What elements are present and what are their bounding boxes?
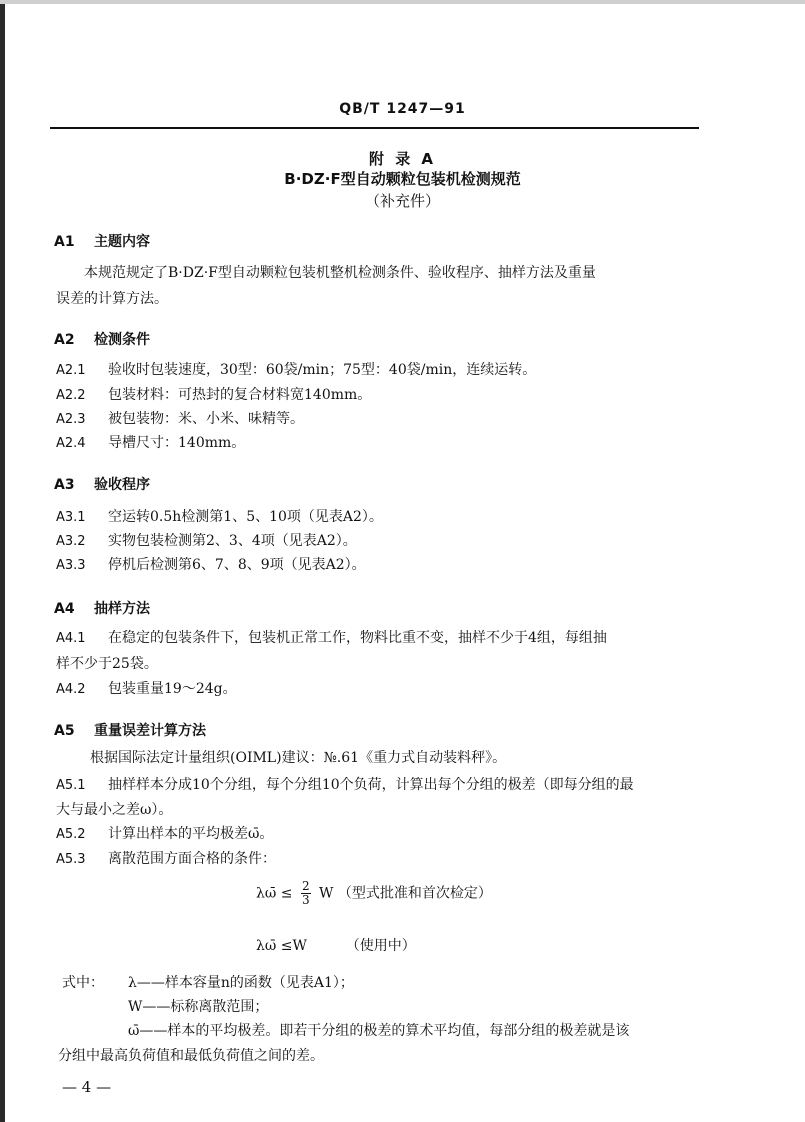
paragraph: 本规范规定了B·DZ·F型自动颗粒包装机整机检测条件、验收程序、抽样方法及重量 bbox=[84, 265, 596, 281]
standard-code: QB/T 1247—91 bbox=[339, 101, 466, 117]
list-item: A2.1 验收时包装速度，30型：60袋/min；75型：40袋/min，连续运转。 bbox=[56, 362, 537, 378]
fraction: $\frac{2}{3}$ bbox=[301, 879, 310, 907]
section-heading-a3: A3 验收程序 bbox=[54, 477, 150, 493]
list-item-continuation: 大与最小之差ω）。 bbox=[56, 802, 173, 818]
scan-edge-top bbox=[0, 0, 805, 4]
list-item: A4.1 在稳定的包装条件下，包装机正常工作，物料比重不变，抽样不少于4组，每组抽 bbox=[56, 630, 607, 646]
where-item: W——标称离散范围； bbox=[128, 999, 269, 1015]
page-number: — 4 — bbox=[62, 1078, 112, 1096]
formula-type-approval: λω̄ ≤ $\frac{2}{3}$ W （型式批准和首次检定） bbox=[256, 879, 492, 907]
paragraph: 误差的计算方法。 bbox=[56, 291, 168, 307]
document-title: B·DZ·F型自动颗粒包装机检测规范 bbox=[284, 170, 521, 188]
formula-in-use: λω̄ ≤W （使用中） bbox=[256, 938, 416, 954]
list-item: A5.1 抽样样本分成10个分组，每个分组10个负荷，计算出每个分组的极差（即每分组的最 bbox=[56, 777, 634, 793]
list-item: A2.2 包装材料：可热封的复合材料宽140mm。 bbox=[56, 387, 372, 403]
list-item: A5.2 计算出样本的平均极差ω̄。 bbox=[56, 826, 274, 842]
supplement-label: （补充件） bbox=[364, 192, 440, 210]
list-item: A3.1 空运转0.5h检测第1、5、10项（见表A2）。 bbox=[56, 509, 383, 525]
list-item: A5.3 离散范围方面合格的条件： bbox=[56, 851, 276, 867]
where-continuation: 分组中最高负荷值和最低负荷值之间的差。 bbox=[58, 1048, 324, 1064]
list-item-continuation: 样不少于25袋。 bbox=[56, 656, 158, 672]
header-rule bbox=[50, 127, 699, 129]
appendix-title: 附 录 A bbox=[368, 150, 437, 168]
list-item: A3.3 停机后检测第6、7、8、9项（见表A2）。 bbox=[56, 557, 366, 573]
section-heading-a5: A5 重量误差计算方法 bbox=[54, 723, 206, 739]
section-heading-a4: A4 抽样方法 bbox=[54, 601, 150, 617]
where-label: 式中： bbox=[62, 975, 104, 991]
where-item: λ——样本容量n的函数（见表A1）； bbox=[128, 975, 354, 991]
paragraph: 根据国际法定计量组织(OIML)建议：№.61《重力式自动装料秤》。 bbox=[90, 750, 507, 766]
where-item: ω̄——样本的平均极差。即若干分组的极差的算术平均值，每部分组的极差就是该 bbox=[128, 1023, 630, 1039]
section-heading-a1: A1 主题内容 bbox=[54, 234, 150, 250]
list-item: A3.2 实物包装检测第2、3、4项（见表A2）。 bbox=[56, 533, 357, 549]
list-item: A2.3 被包装物：米、小米、味精等。 bbox=[56, 411, 304, 427]
section-heading-a2: A2 检测条件 bbox=[54, 332, 150, 348]
list-item: A4.2 包装重量19～24g。 bbox=[56, 681, 237, 697]
list-item: A2.4 导槽尺寸：140mm。 bbox=[56, 435, 246, 451]
